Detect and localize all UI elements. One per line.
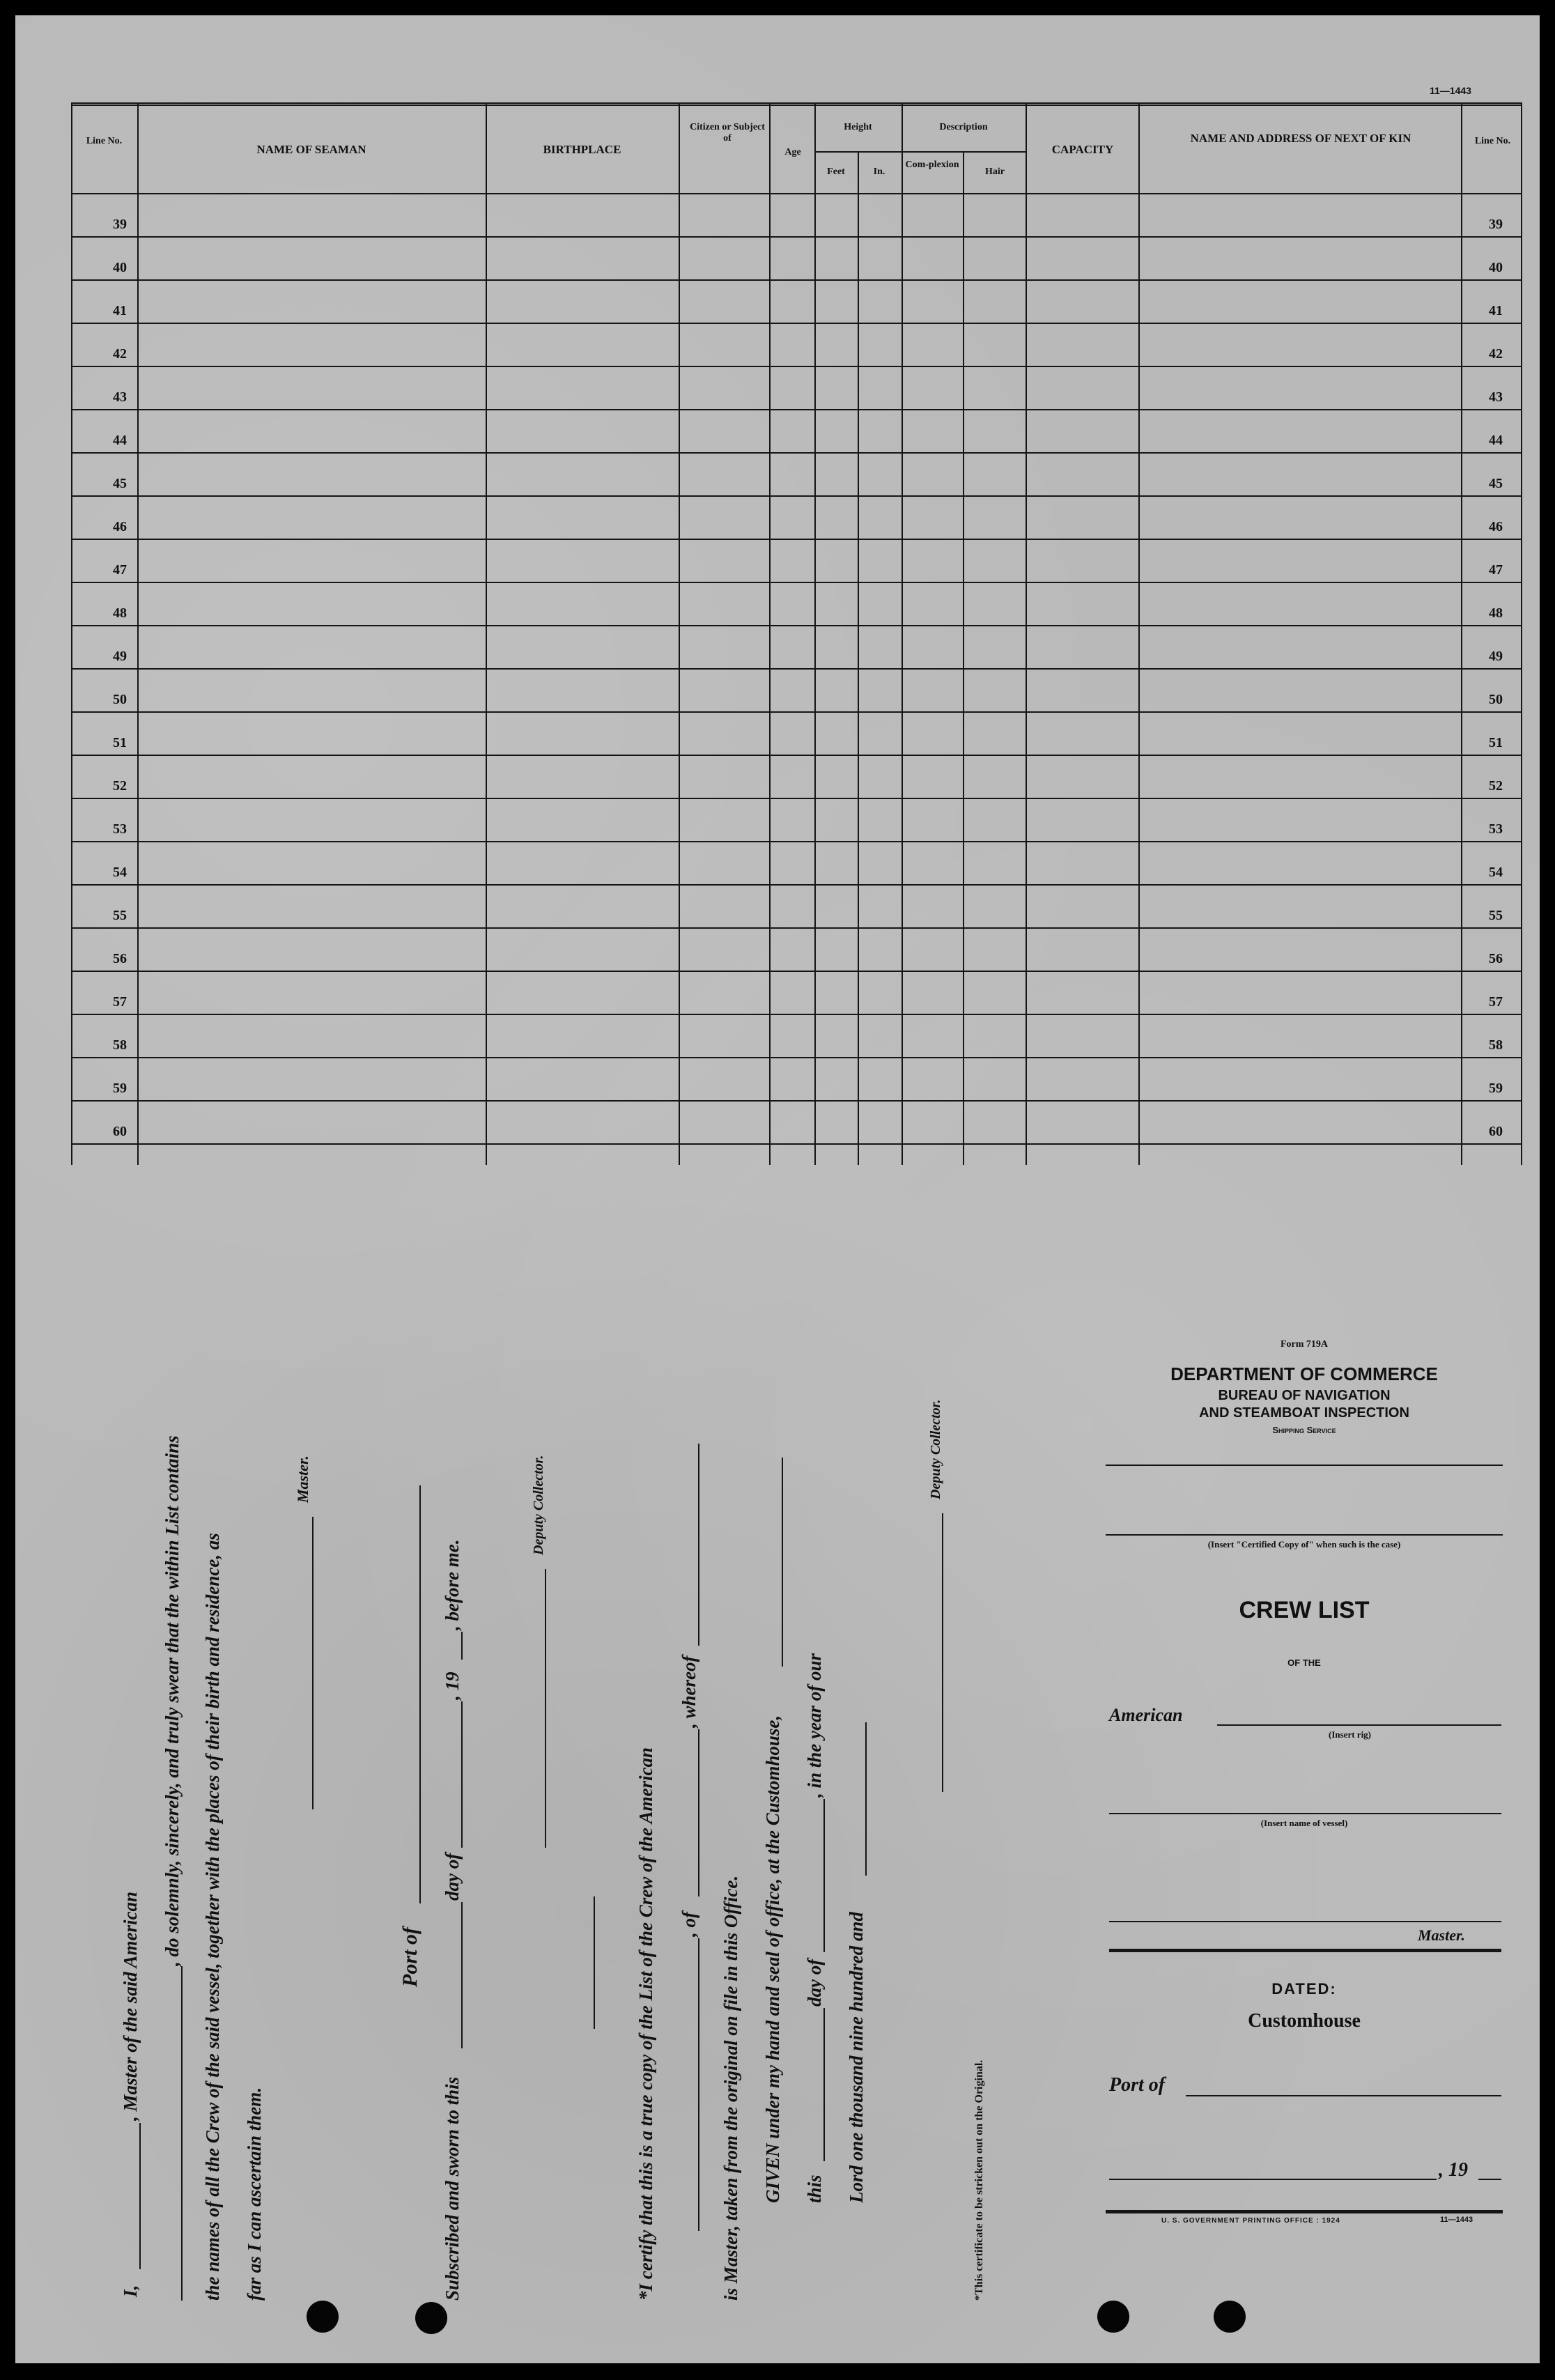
line-number-right: 51 (1489, 735, 1503, 750)
shipping-service: Shipping Service (1272, 1425, 1336, 1435)
cover-date-blank[interactable] (1109, 2179, 1437, 2180)
bureau-line-1: BUREAU OF NAVIGATION (1218, 1388, 1391, 1403)
of-the: OF THE (1287, 1658, 1321, 1668)
table-row[interactable] (71, 884, 1522, 927)
bureau-line-2: AND STEAMBOAT INSPECTION (1199, 1405, 1409, 1421)
line-number-left: 52 (113, 778, 127, 794)
cert-vessel-blank[interactable] (698, 1938, 699, 2231)
year-blank[interactable] (461, 1632, 463, 1660)
header-hair: Hair (985, 167, 1005, 177)
header-in: In. (873, 167, 885, 177)
line-number-left: 44 (113, 433, 127, 448)
oath-crew-names: the names of all the Crew of the said vessel, together with the places of their birth and residence, as (202, 1533, 223, 2301)
blank-master-name[interactable] (139, 2123, 141, 2269)
line-number-right: 41 (1489, 303, 1503, 318)
table-row[interactable] (71, 1014, 1522, 1057)
master-signature-line[interactable] (312, 1517, 314, 1809)
port-of-blank[interactable] (419, 1485, 421, 1903)
line-number-right: 52 (1489, 778, 1503, 794)
header-birthplace: BIRTHPLACE (543, 143, 621, 156)
cert-port-blank[interactable] (698, 1729, 699, 1896)
table-row[interactable] (71, 971, 1522, 1014)
day-blank[interactable] (461, 1902, 463, 2048)
table-row[interactable] (71, 711, 1522, 755)
header-age: Age (784, 147, 801, 157)
line-number-right: 58 (1489, 1037, 1503, 1053)
department-title: DEPARTMENT OF COMMERCE (1170, 1363, 1438, 1384)
line-number-right: 47 (1489, 562, 1503, 578)
form-number: Form 719A (1280, 1339, 1329, 1350)
oath-and-certificate (120, 1221, 1067, 2308)
line-number-right: 55 (1489, 908, 1503, 923)
line-number-left: 40 (113, 260, 127, 275)
punch-hole (1214, 2301, 1246, 2333)
line-number-right: 56 (1489, 951, 1503, 966)
header-citizen: Citizen or Subject of (690, 122, 765, 144)
deputy-collector-2: Deputy Collector. (928, 1399, 943, 1499)
line-number-right: 46 (1489, 519, 1503, 534)
line-number-left: 48 (113, 605, 127, 621)
cover-form-code: 11—1443 (1440, 2216, 1473, 2224)
table-row[interactable] (71, 582, 1522, 625)
line-number-left: 47 (113, 562, 127, 578)
line-number-right: 53 (1489, 821, 1503, 837)
cover-port-of: Port of (1109, 2074, 1166, 2096)
line-number-left: 50 (113, 692, 127, 707)
line-number-right: 45 (1489, 476, 1503, 491)
cover-rule (1106, 1465, 1503, 1466)
punch-hole (415, 2302, 447, 2334)
line-number-left: 41 (113, 303, 127, 318)
before-me: , before me. (442, 1539, 463, 1630)
table-row-rule (71, 1143, 1522, 1145)
oath-ascertain: far as I can ascertain them. (244, 2087, 265, 2301)
line-number-left: 59 (113, 1081, 127, 1096)
header-line-no-right: Line No. (1474, 136, 1511, 146)
cert-day-blank[interactable] (823, 2008, 825, 2161)
printer-imprint: U. S. GOVERNMENT PRINTING OFFICE : 1924 (1161, 2217, 1340, 2225)
table-row[interactable] (71, 927, 1522, 971)
insert-certified-note: (Insert "Certified Copy of" when such is the case) (1207, 1539, 1401, 1550)
oath-i: I, (120, 2285, 141, 2297)
table-row[interactable] (71, 841, 1522, 884)
line-number-right: 60 (1489, 1124, 1503, 1139)
certified-copy-blank[interactable] (1106, 1534, 1503, 1536)
oath-swear: , do solemnly, sincerely, and truly swear that the within List contains (162, 1435, 183, 1966)
cover-bottom-rule (1106, 2210, 1503, 2213)
line-number-left: 46 (113, 519, 127, 534)
cert-is-master: is Master, taken from the original on file in this Office. (720, 1875, 741, 2301)
cert-year-blank[interactable] (865, 1722, 867, 1876)
line-number-right: 54 (1489, 865, 1503, 880)
header-name-of-seaman: NAME OF SEAMAN (256, 143, 366, 156)
form-code-top: 11—1443 (1430, 85, 1471, 96)
line-number-left: 53 (113, 821, 127, 837)
line-number-left: 58 (113, 1037, 127, 1053)
subheader-rule (814, 151, 1026, 153)
table-row[interactable] (71, 366, 1522, 409)
crew-list-title: CREW LIST (1239, 1597, 1370, 1623)
line-number-left: 45 (113, 476, 127, 491)
cover-year-blank[interactable] (1478, 2179, 1501, 2180)
line-number-right: 50 (1489, 692, 1503, 707)
table-row[interactable] (71, 625, 1522, 668)
table-row[interactable] (71, 1057, 1522, 1100)
year-19: , 19 (442, 1671, 463, 1700)
separator-rule (594, 1896, 595, 2029)
header-next-of-kin: NAME AND ADDRESS OF NEXT OF KIN (1190, 132, 1411, 145)
cert-master-blank[interactable] (698, 1444, 699, 1646)
table-row[interactable] (71, 409, 1522, 452)
table-row[interactable] (71, 495, 1522, 539)
line-number-right: 59 (1489, 1081, 1503, 1096)
header-line-no: Line No. (86, 136, 123, 146)
port-of-label: Port of (399, 1927, 421, 1987)
table-row[interactable] (71, 1100, 1522, 1143)
table-row[interactable] (71, 798, 1522, 841)
cert-year-of-our: , in the year of our (804, 1653, 825, 1798)
line-number-right: 43 (1489, 389, 1503, 405)
cover-port-blank[interactable] (1186, 2095, 1501, 2096)
line-number-right: 44 (1489, 433, 1503, 448)
crew-table (71, 102, 1522, 1165)
line-number-right: 48 (1489, 605, 1503, 621)
insert-vessel-name: (Insert name of vessel) (1260, 1818, 1348, 1828)
cover-thick-rule (1109, 1949, 1501, 1952)
table-row[interactable] (71, 193, 1522, 236)
cover-year-19: , 19 (1439, 2159, 1468, 2181)
punch-hole (1097, 2301, 1129, 2333)
cert-true-copy: *I certify that this is a true copy of the List of the Crew of the American (635, 1747, 656, 2301)
cert-lord: Lord one thousand nine hundred and (846, 1912, 867, 2203)
deputy-collector-1: Deputy Collector. (531, 1455, 546, 1555)
cert-given: GIVEN under my hand and seal of office, at the Customhouse, (762, 1715, 783, 2203)
line-number-left: 55 (113, 908, 127, 923)
blank-vessel-name[interactable] (181, 1966, 183, 2301)
deputy-signature-line-1[interactable] (545, 1569, 546, 1848)
header-complexion: Com-plexion (905, 160, 959, 170)
table-top-rule (71, 102, 1522, 104)
cert-customhouse-blank[interactable] (782, 1458, 783, 1667)
header-description: Description (939, 122, 988, 132)
master-name-blank[interactable] (1109, 1921, 1501, 1922)
american-label: American (1109, 1705, 1183, 1725)
crew-list-sheet (15, 15, 1540, 2363)
oath-master-of: , Master of the said American (120, 1891, 141, 2121)
cert-footnote: *This certificate to be stricken out on the Original. (973, 2060, 985, 2301)
line-number-right: 57 (1489, 994, 1503, 1010)
line-number-right: 42 (1489, 346, 1503, 362)
table-row[interactable] (71, 755, 1522, 798)
cover-panel (1106, 1336, 1503, 2234)
line-number-left: 49 (113, 649, 127, 664)
table-top-rule-2 (71, 105, 1522, 106)
table-row[interactable] (71, 668, 1522, 711)
vessel-name-blank[interactable] (1109, 1813, 1501, 1814)
cert-whereof: , whereof (679, 1655, 699, 1728)
table-row[interactable] (71, 539, 1522, 582)
line-number-left: 51 (113, 735, 127, 750)
line-number-left: 54 (113, 865, 127, 880)
cert-day-of: day of (804, 1958, 825, 2007)
rig-blank[interactable] (1217, 1724, 1501, 1726)
dated-label: DATED: (1271, 1980, 1337, 1998)
line-number-left: 57 (113, 994, 127, 1010)
table-row[interactable] (71, 279, 1522, 323)
line-number-left: 43 (113, 389, 127, 405)
customhouse-label: Customhouse (1248, 2010, 1361, 2032)
table-row[interactable] (71, 236, 1522, 279)
table-row[interactable] (71, 323, 1522, 366)
cert-this: this (804, 2174, 825, 2203)
cover-master-label: Master. (1418, 1926, 1465, 1944)
line-number-left: 39 (113, 217, 127, 232)
header-feet: Feet (827, 167, 845, 177)
line-number-right: 40 (1489, 260, 1503, 275)
deputy-signature-line-2[interactable] (942, 1513, 943, 1792)
insert-rig: (Insert rig) (1329, 1729, 1372, 1740)
line-number-right: 49 (1489, 649, 1503, 664)
cert-month-blank[interactable] (823, 1799, 825, 1952)
header-capacity: CAPACITY (1051, 143, 1114, 156)
month-blank[interactable] (461, 1701, 463, 1848)
line-number-left: 42 (113, 346, 127, 362)
line-number-left: 60 (113, 1124, 127, 1139)
line-number-right: 39 (1489, 217, 1503, 232)
master-label: Master. (294, 1455, 311, 1503)
subscribed-sworn: Subscribed and sworn to this (442, 2076, 463, 2301)
punch-hole (307, 2301, 339, 2333)
table-row[interactable] (71, 452, 1522, 495)
line-number-left: 56 (113, 951, 127, 966)
cert-of: , of (679, 1912, 699, 1937)
day-of: day of (442, 1853, 463, 1901)
header-height: Height (844, 122, 872, 132)
